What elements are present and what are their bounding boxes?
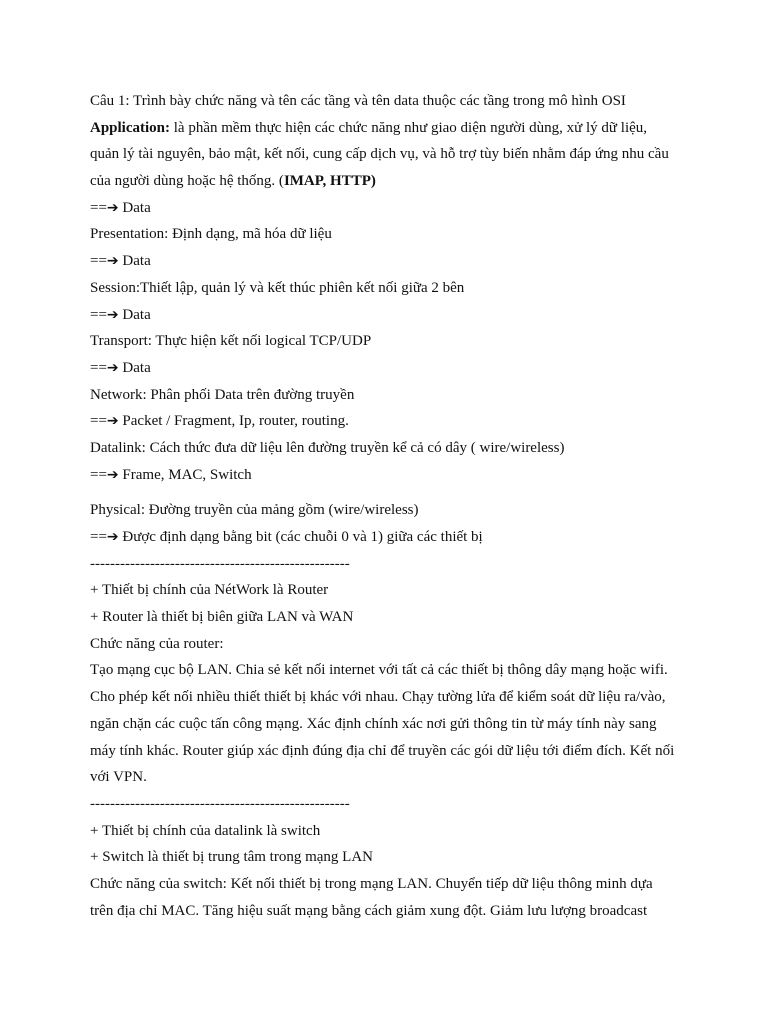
session-data-value: Data [122,306,151,323]
physical-data [90,524,690,551]
document-page [90,88,690,924]
application-desc-1: là phần mềm thực hiện các chức năng như giao diện người dùng, xử lý dữ liệu, [170,119,648,136]
right-arrow-icon: ➔ [106,199,119,216]
arrow-prefix: == [90,306,107,323]
application-protocols: IMAP, HTTP) [283,173,376,190]
switch-paragraph-line-2: trên địa chỉ MAC. Tăng hiệu suất mạng bằng cách giảm xung đột. Giảm lưu lượng broadcast [90,902,648,919]
router-paragraph-line-3: ngăn chặn các cuộc tấn công mạng. Xác định chính xác nơi gửi thông tin từ máy tính này sang [90,715,657,732]
datalink-data-value: Frame, MAC, Switch [122,466,252,483]
switch-point-2: + Switch là thiết bị trung tâm trong mạng LAN [90,849,374,866]
session-data [90,302,690,329]
physical-desc: Physical: Đường truyền của mảng gồm (wire/wireless) [90,502,419,519]
right-arrow-icon: ➔ [106,466,119,483]
physical-data-value: Được định dạng bằng bit (các chuỗi 0 và 1) giữa các thiết bị [122,529,483,545]
question-title: Câu 1: Trình bày chức năng và tên các tầng và tên data thuộc các tầng trong mô hình OSI [90,93,626,109]
router-point-2: + Router là thiết bị biên giữa LAN và WAN [90,609,354,626]
router-heading: Chức năng của router: [90,635,224,652]
application-data-value: Data [122,199,151,216]
separator-line: ---------------------------------------------------- [90,555,350,572]
application-line-1 [90,115,690,142]
network-desc: Network: Phân phối Data trên đường truyền [90,386,355,403]
switch-paragraph-line-1: Chức năng của switch: Kết nối thiết bị trong mạng LAN. Chuyển tiếp dữ liệu thông minh dựa [90,875,653,892]
right-arrow-icon: ➔ [106,306,119,323]
arrow-prefix: == [90,199,107,216]
application-line-3 [90,168,690,195]
router-paragraph-line-5: với VPN. [90,769,147,786]
switch-point-1: + Thiết bị chính của datalink là switch [90,822,321,839]
session-desc: Session:Thiết lập, quản lý và kết thúc phiên kết nối giữa 2 bên [90,279,465,296]
separator-line: ---------------------------------------------------- [90,795,350,812]
application-data [90,195,690,222]
transport-data [90,355,690,382]
router-point-1: + Thiết bị chính của NétWork là Router [90,582,329,599]
presentation-desc: Presentation: Định dạng, mã hóa dữ liệu [90,226,332,243]
presentation-data [90,248,690,275]
network-data-value: Packet / Fragment, Ip, router, routing. [122,413,349,430]
right-arrow-icon: ➔ [106,529,119,545]
arrow-prefix: == [90,413,107,430]
arrow-prefix: == [90,359,107,376]
router-paragraph-line-2: Cho phép kết nối nhiều thiết thiết bị khác với nhau. Chạy tường lửa để kiểm soát dữ liệu ra/vào, [90,689,666,706]
presentation-data-value: Data [122,253,151,270]
application-desc-3: của người dùng hoặc hệ thống. ( [90,173,284,190]
router-paragraph-line-1: Tạo mạng cục bộ LAN. Chia sẻ kết nối internet với tất cả các thiết bị thông dây mạng hoặc wifi. [90,662,668,679]
arrow-prefix: == [90,466,107,483]
application-line-2: quản lý tài nguyên, bảo mật, kết nối, cung cấp dịch vụ, và hỗ trợ tùy biến nhằm đáp ứng nhu cầu [90,146,669,163]
arrow-prefix: == [90,529,107,545]
network-data [90,408,690,435]
application-label: Application: [90,119,171,136]
transport-desc: Transport: Thực hiện kết nối logical TCP/UDP [90,333,372,350]
datalink-desc: Datalink: Cách thức đưa dữ liệu lên đường truyền kể cả có dây ( wire/wireless) [90,439,565,456]
right-arrow-icon: ➔ [106,253,119,270]
datalink-data [90,462,690,489]
router-paragraph-line-4: máy tính khác. Router giúp xác định đúng địa chỉ để truyền các gói dữ liệu tới điểm đích. Kết nối [90,742,675,759]
transport-data-value: Data [122,359,151,376]
arrow-prefix: == [90,253,107,270]
right-arrow-icon: ➔ [106,413,119,430]
right-arrow-icon: ➔ [106,359,119,376]
